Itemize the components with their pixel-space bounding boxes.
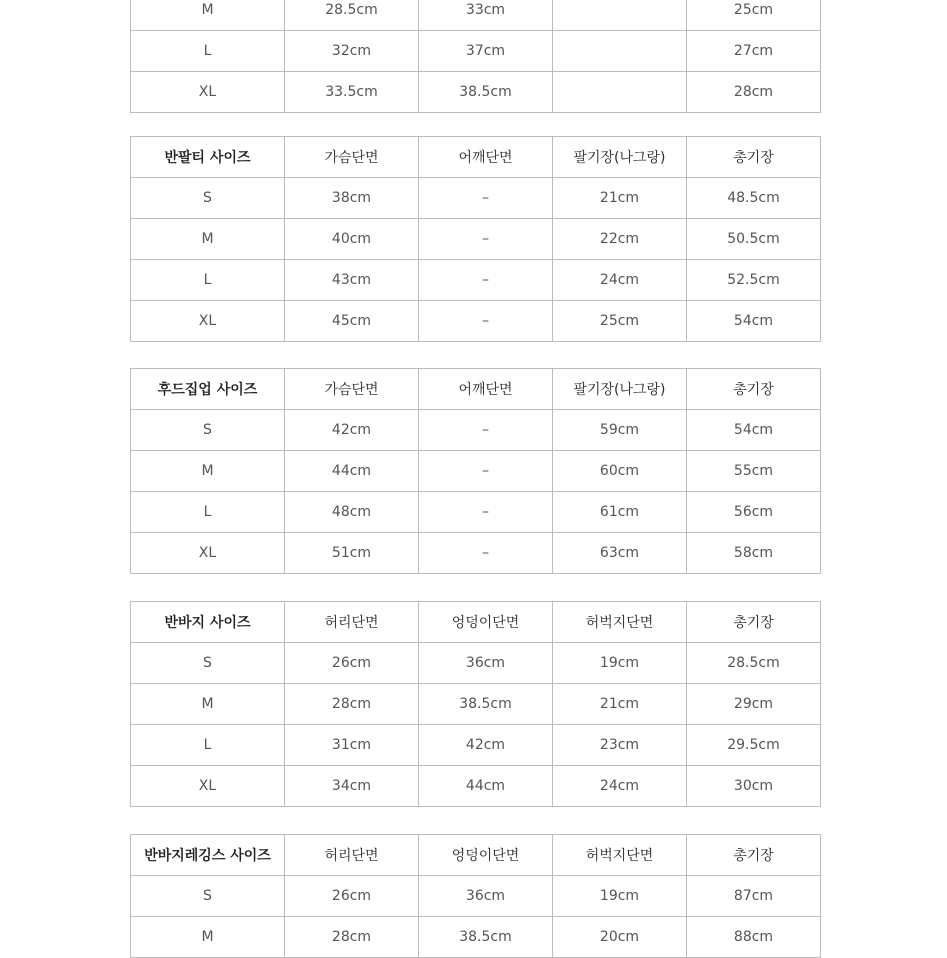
table-row — [131, 410, 821, 451]
size-label-cell: XL — [131, 533, 285, 574]
measurement-cell: 87cm — [687, 876, 821, 917]
measurement-cell: 37cm — [419, 31, 553, 72]
measurement-cell: 28cm — [687, 72, 821, 113]
table-row — [131, 917, 821, 958]
measurement-cell: 55cm — [687, 451, 821, 492]
measurement-cell: 23cm — [553, 725, 687, 766]
column-header-cell: 가슴단면 — [285, 137, 419, 178]
measurement-cell: 58cm — [687, 533, 821, 574]
measurement-cell: 63cm — [553, 533, 687, 574]
size-table-shorts-leggings — [130, 834, 821, 958]
table-row — [131, 876, 821, 917]
size-label-cell: M — [131, 684, 285, 725]
table-row — [131, 0, 821, 31]
size-table-top-partial — [130, 0, 821, 113]
measurement-cell: 59cm — [553, 410, 687, 451]
column-header-cell: 총기장 — [687, 602, 821, 643]
table-row — [131, 72, 821, 113]
measurement-cell: 38.5cm — [419, 684, 553, 725]
size-label-cell: M — [131, 219, 285, 260]
column-header-cell: 허리단면 — [285, 835, 419, 876]
size-table-shorts — [130, 601, 821, 807]
measurement-cell: 45cm — [285, 301, 419, 342]
size-label-cell: L — [131, 725, 285, 766]
measurement-cell: – — [419, 410, 553, 451]
measurement-cell: 42cm — [419, 725, 553, 766]
table-title-cell: 반바지 사이즈 — [131, 602, 285, 643]
measurement-cell: – — [419, 533, 553, 574]
measurement-cell: 34cm — [285, 766, 419, 807]
table-row — [131, 260, 821, 301]
measurement-cell: 48cm — [285, 492, 419, 533]
measurement-cell: 21cm — [553, 178, 687, 219]
measurement-cell: 31cm — [285, 725, 419, 766]
table-row — [131, 766, 821, 807]
column-header-cell: 총기장 — [687, 369, 821, 410]
measurement-cell: 19cm — [553, 643, 687, 684]
column-header-cell: 총기장 — [687, 835, 821, 876]
measurement-cell: – — [419, 492, 553, 533]
column-header-cell: 팔기장(나그랑) — [553, 137, 687, 178]
measurement-cell: 30cm — [687, 766, 821, 807]
measurement-cell: – — [419, 301, 553, 342]
measurement-cell — [553, 31, 687, 72]
measurement-cell: 54cm — [687, 301, 821, 342]
measurement-cell: 44cm — [285, 451, 419, 492]
table-row — [131, 178, 821, 219]
measurement-cell: – — [419, 451, 553, 492]
table-header-row — [131, 137, 821, 178]
measurement-cell: 40cm — [285, 219, 419, 260]
column-header-cell: 팔기장(나그랑) — [553, 369, 687, 410]
column-header-cell: 엉덩이단면 — [419, 835, 553, 876]
measurement-cell: 28cm — [285, 917, 419, 958]
size-label-cell: L — [131, 31, 285, 72]
size-label-cell: S — [131, 643, 285, 684]
table-row — [131, 31, 821, 72]
table-header-row — [131, 835, 821, 876]
table-row — [131, 301, 821, 342]
measurement-cell: 29.5cm — [687, 725, 821, 766]
size-label-cell: XL — [131, 301, 285, 342]
measurement-cell: 27cm — [687, 31, 821, 72]
measurement-cell: 44cm — [419, 766, 553, 807]
measurement-cell: 29cm — [687, 684, 821, 725]
measurement-cell: 26cm — [285, 643, 419, 684]
measurement-cell: 22cm — [553, 219, 687, 260]
measurement-cell: 24cm — [553, 260, 687, 301]
measurement-cell: 28.5cm — [687, 643, 821, 684]
measurement-cell: 88cm — [687, 917, 821, 958]
size-label-cell: XL — [131, 766, 285, 807]
measurement-cell: 38.5cm — [419, 72, 553, 113]
measurement-cell: 61cm — [553, 492, 687, 533]
size-label-cell: L — [131, 492, 285, 533]
size-label-cell: M — [131, 0, 285, 31]
measurement-cell — [553, 72, 687, 113]
measurement-cell: 25cm — [687, 0, 821, 31]
size-label-cell: M — [131, 451, 285, 492]
measurement-cell: – — [419, 219, 553, 260]
table-row — [131, 684, 821, 725]
column-header-cell: 허벅지단면 — [553, 602, 687, 643]
measurement-cell: 28cm — [285, 684, 419, 725]
table-title-cell: 반바지레깅스 사이즈 — [131, 835, 285, 876]
table-row — [131, 725, 821, 766]
column-header-cell: 총기장 — [687, 137, 821, 178]
measurement-cell: 33cm — [419, 0, 553, 31]
measurement-cell: 56cm — [687, 492, 821, 533]
measurement-cell: 33.5cm — [285, 72, 419, 113]
measurement-cell: 21cm — [553, 684, 687, 725]
column-header-cell: 어깨단면 — [419, 137, 553, 178]
measurement-cell: – — [419, 178, 553, 219]
measurement-cell: 38.5cm — [419, 917, 553, 958]
measurement-cell: 54cm — [687, 410, 821, 451]
table-title-cell: 후드집업 사이즈 — [131, 369, 285, 410]
size-label-cell: M — [131, 917, 285, 958]
size-label-cell: S — [131, 178, 285, 219]
column-header-cell: 가슴단면 — [285, 369, 419, 410]
measurement-cell: 19cm — [553, 876, 687, 917]
measurement-cell: 51cm — [285, 533, 419, 574]
column-header-cell: 엉덩이단면 — [419, 602, 553, 643]
column-header-cell: 허벅지단면 — [553, 835, 687, 876]
measurement-cell: 32cm — [285, 31, 419, 72]
measurement-cell: 38cm — [285, 178, 419, 219]
table-row — [131, 219, 821, 260]
table-header-row — [131, 369, 821, 410]
measurement-cell: – — [419, 260, 553, 301]
measurement-cell: 36cm — [419, 876, 553, 917]
column-header-cell: 허리단면 — [285, 602, 419, 643]
measurement-cell: 50.5cm — [687, 219, 821, 260]
measurement-cell: 42cm — [285, 410, 419, 451]
column-header-cell: 어깨단면 — [419, 369, 553, 410]
measurement-cell: 28.5cm — [285, 0, 419, 31]
measurement-cell: 25cm — [553, 301, 687, 342]
measurement-cell: 48.5cm — [687, 178, 821, 219]
table-row — [131, 492, 821, 533]
measurement-cell: 52.5cm — [687, 260, 821, 301]
table-row — [131, 533, 821, 574]
size-label-cell: XL — [131, 72, 285, 113]
measurement-cell: 36cm — [419, 643, 553, 684]
table-row — [131, 643, 821, 684]
measurement-cell: 26cm — [285, 876, 419, 917]
measurement-cell: 43cm — [285, 260, 419, 301]
size-table-short-sleeve-tee — [130, 136, 821, 342]
size-label-cell: S — [131, 876, 285, 917]
measurement-cell: 60cm — [553, 451, 687, 492]
measurement-cell: 24cm — [553, 766, 687, 807]
table-title-cell: 반팔티 사이즈 — [131, 137, 285, 178]
table-header-row — [131, 602, 821, 643]
size-label-cell: L — [131, 260, 285, 301]
measurement-cell: 20cm — [553, 917, 687, 958]
measurement-cell — [553, 0, 687, 31]
table-row — [131, 451, 821, 492]
size-table-hood-zipup — [130, 368, 821, 574]
size-label-cell: S — [131, 410, 285, 451]
